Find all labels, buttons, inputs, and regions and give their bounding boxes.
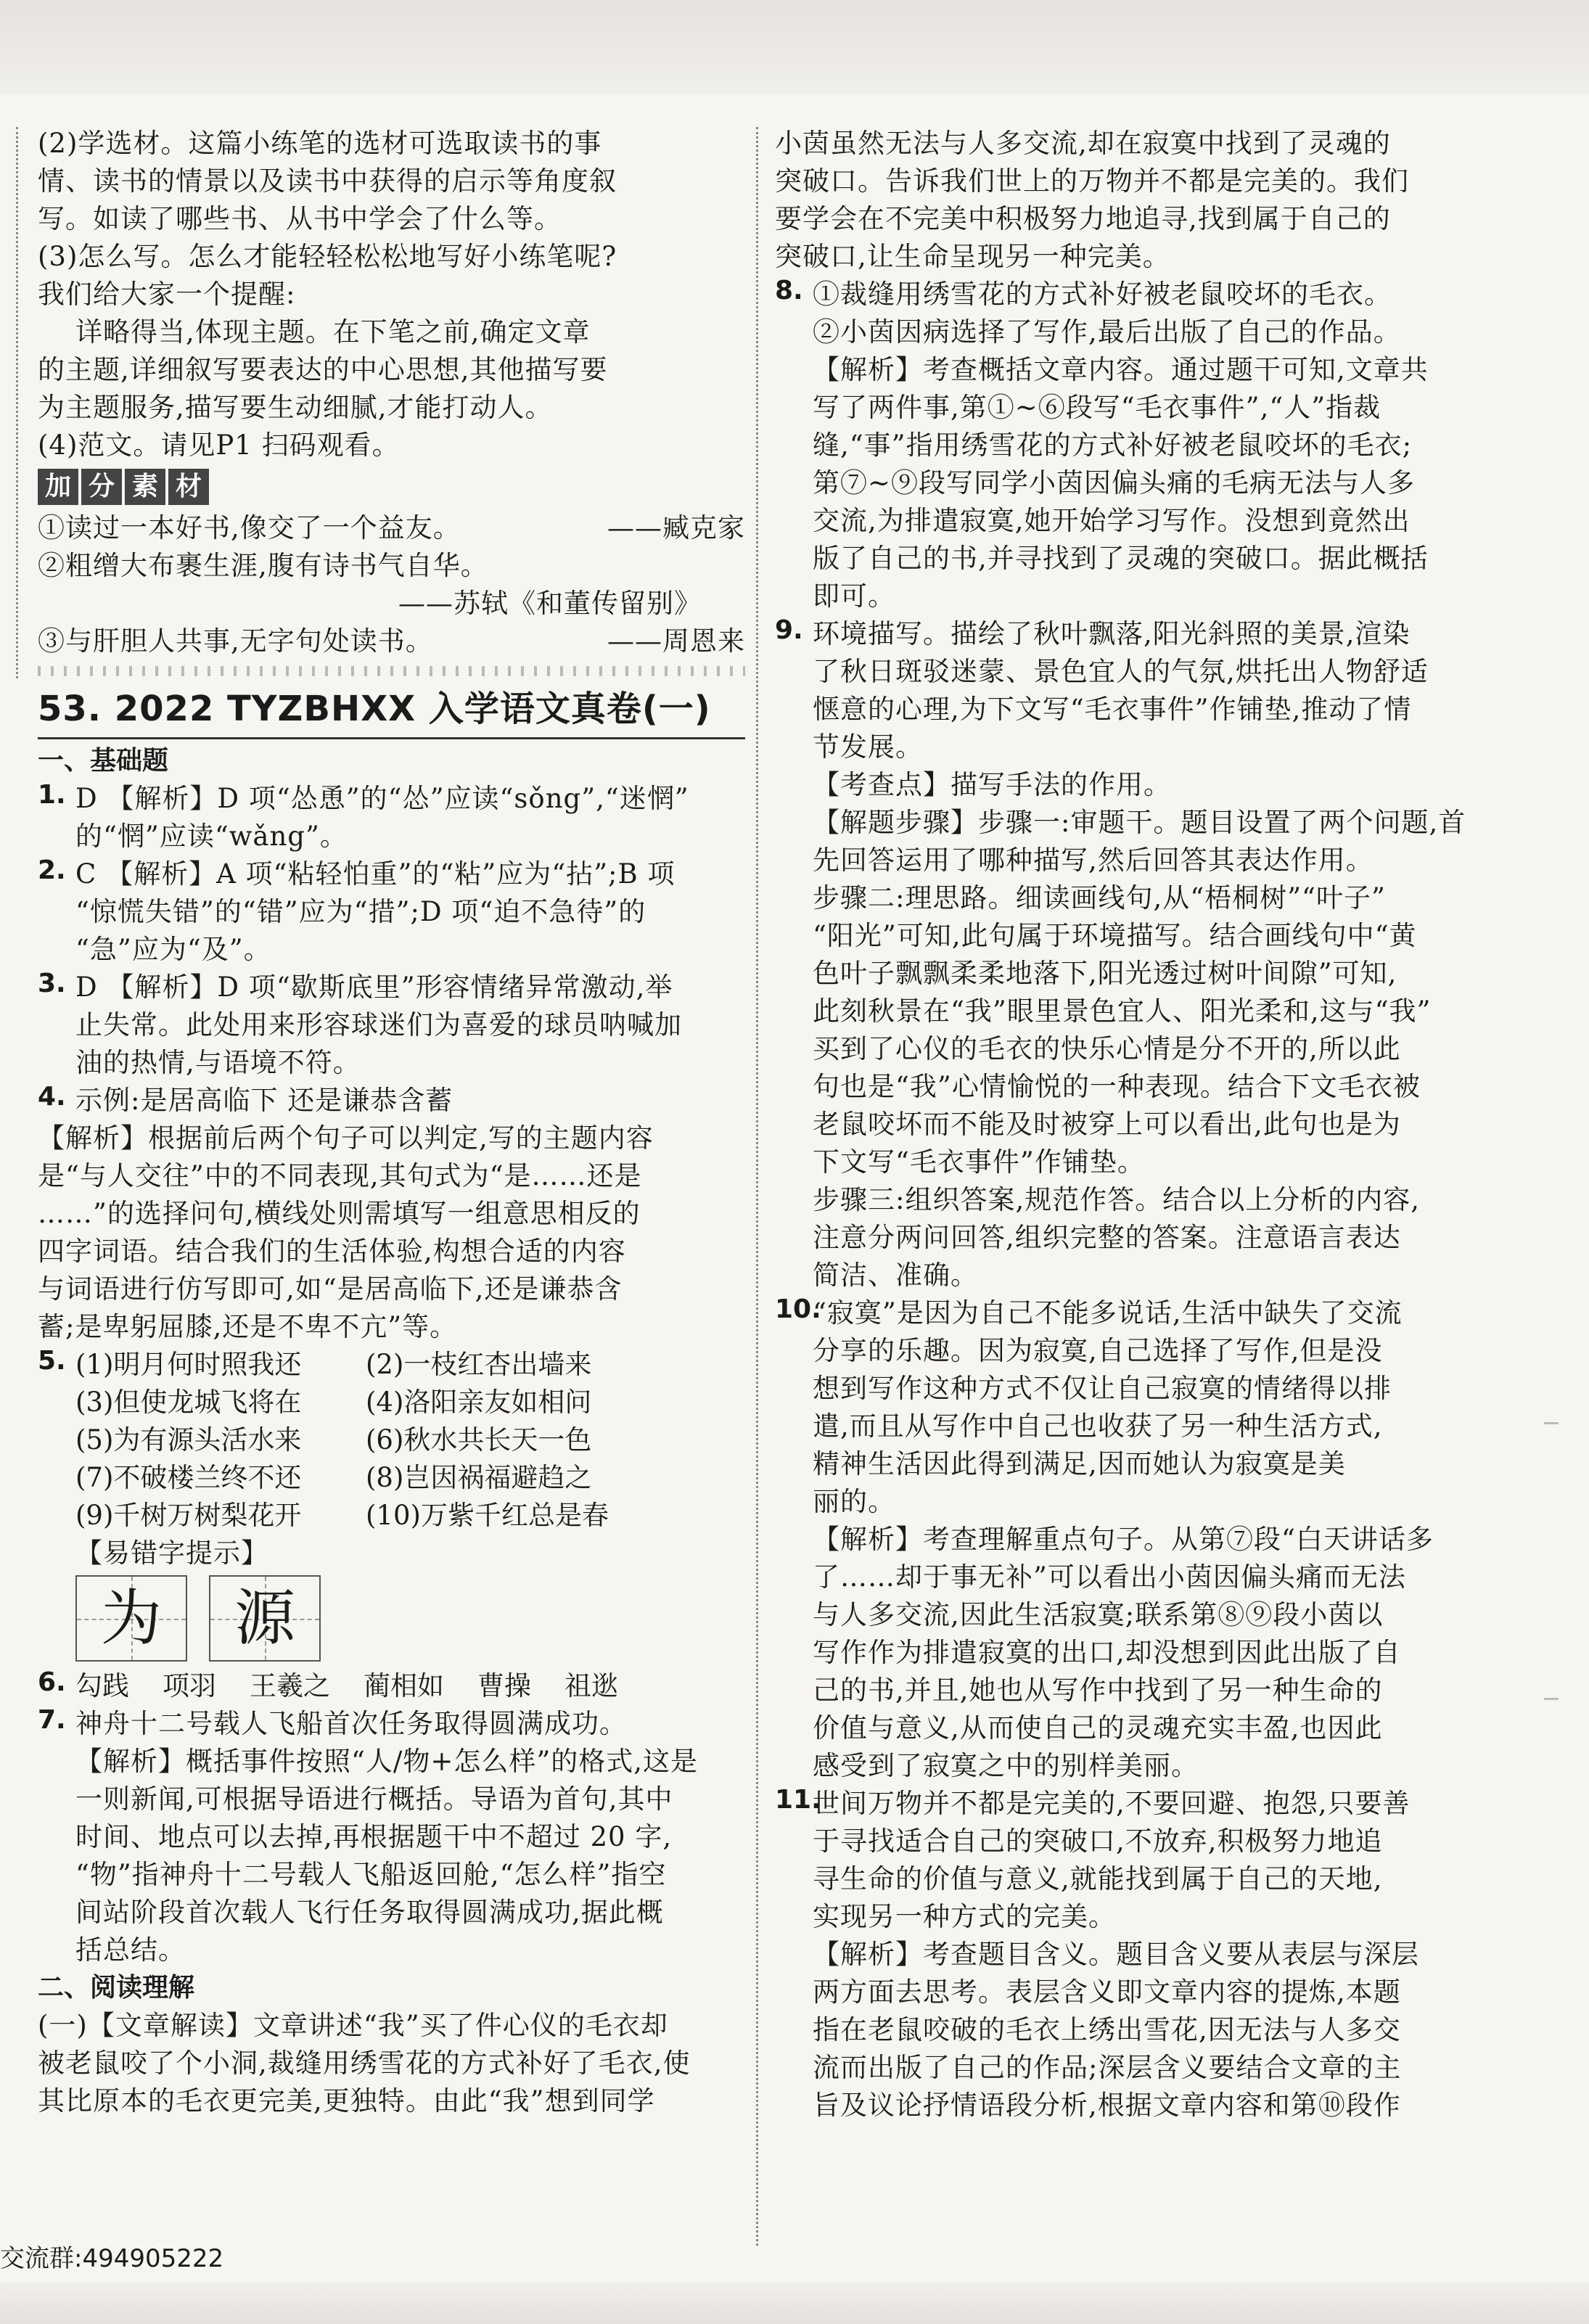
column-divider [756,127,758,2246]
question-1: 1. D 【解析】D 项“怂恿”的“怂”应读“sǒng”,“迷惘” 的“惘”应读“wǎng”。 [38,780,689,852]
reading-summary: (一)【文章解读】文章讲述“我”买了件心仪的毛衣却 被老鼠咬了个小洞,裁缝用绣雪花的方式补好了毛衣,使 其比原本的毛衣更完美,更独特。由此“我”想到同学 [38,2010,691,2116]
paragraph-model-essay: (4)范文。请见P1 扫码观看。 [38,430,400,461]
quote-item: ③与肝胆人共事,无字句处读书。 ——周恩来 [38,625,745,657]
paragraph-how-to-write: (3)怎么写。怎么才能轻轻松松地写好小练笔呢? 我们给大家一个提醒: [38,241,617,310]
exam-title: 53. 2022 TYZBHXX 入学语文真卷(一) [38,689,711,729]
question-2: 2. C 【解析】A 项“粘轻怕重”的“粘”应为“拈”;B 项 “惊慌失错”的“错”应为“措”;D 项“迫不急待”的 “急”应为“及”。 [38,855,676,965]
typo-tip-label: 【易错字提示】 [75,1537,268,1569]
quote-item: ②粗缯大布裹生涯,腹有诗书气自华。 [38,550,488,581]
margin-tick [1544,1422,1559,1432]
page-top-edge [0,0,1589,94]
quote-author: ——苏轼《和董传留别》 [398,588,702,619]
quote-list [38,509,745,660]
bonus-material-label: 加 分 素 材 [38,469,745,505]
glyph-box: 源 [209,1575,321,1662]
question-5: 5. (1)明月何时照我还 (2)一枝红杏出墙来 (3)但使龙城飞将在 (4)洛阳亲友如相问 (5)为有源头活水来 (6)秋水共长天一色 (7)不破楼兰终不还 (8)岂因祸福避趋之 (9)千树万树梨花开 (10)万紫千红总是春 [38,1346,609,1531]
footer-group-id: 交流群:494905222 [0,2244,224,2273]
question-4-analysis: 【解析】根据前后两个句子可以判定,写的主题内容 是“与人交往”中的不同表现,其句式为“是……还是 ……”的选择问句,横线处则需填写一组意思相反的 四字词语。结合我们的生活体验,构想合适的内容 与词语进行仿写即可,如“是居高临下,还是谦恭含 蓄;是卑躬屈膝,还是不卑不亢”等。 [38,1122,654,1342]
question-7-analysis: 【解析】概括事件按照“人/物+怎么样”的格式,这是 一则新闻,可根据导语进行概括。导语为首句,其中 时间、地点可以去掉,再根据题干中不超过 20 字, “物”指神舟十二号载人飞船返回舱,“怎么样”指空 间站阶段首次载人飞行任务取得圆满成功,据此概 括总结。 [75,1746,699,1966]
section-reading: 二、阅读理解 [38,1973,195,2003]
reading-summary-cont: 小茵虽然无法与人多交流,却在寂寞中找到了灵魂的 突破口。告诉我们世上的万物并不都是完美的。我们 要学会在不完美中积极努力地追寻,找到属于自己的 突破口,让生命呈现另一种完美。 [775,128,1409,272]
question-4: 4. 示例:是居高临下 还是谦恭含蓄 [38,1082,453,1116]
title-rule [38,737,745,739]
margin-tick [1544,1698,1559,1707]
question-7: 7. 神舟十二号载人飞船首次任务取得圆满成功。 [38,1705,627,1739]
right-column [775,125,1500,2124]
question-8: 8. ①裁缝用绣雪花的方式补好被老鼠咬坏的毛衣。 ②小茵因病选择了写作,最后出版了自己的作品。 【解析】考查概括文章内容。通过题干可知,文章共 写了两件事,第①~⑥段写“毛衣事件”,“人”指裁 缝,“事”指用绣雪花的方式补好被老鼠咬坏的毛衣; 第⑦~⑨段写同学小茵因偏头痛的毛病无法与人多 交流,为排遣寂寞,她开始学习写作。没想到竟然出 版了自己的书,并寻找到了灵魂的突破口。据此概括 即可。 [775,276,1429,612]
question-3: 3. D 【解析】D 项“歇斯底里”形容情绪异常激动,举 止失常。此处用来形容球迷们为喜爱的球员呐喊加 油的热情,与语境不符。 [38,969,682,1078]
wavy-divider [38,666,745,676]
question-10: 10. “寂寞”是因为自己不能多说话,生活中缺失了交流 分享的乐趣。因为寂寞,自己选择了写作,但是没 想到写作这种方式不仅让自己寂寞的情绪得以排 遣,而且从写作中自己也收获了另一种生活方式, 精神生活因此得到满足,因而她认为寂寞是美 丽的。 【解析】考查理解重点句子。从第⑦段“白天讲话多 了……却于事无补”可以看出小茵因偏头痛而无法 与人多交流,因此生活寂寞;联系第⑧⑨段小茵以 写作作为排遣寂寞的出口,却没想到因此出版了自 己的书,并且,她也从写作中找到了另一种生命的 价值与意义,从而使自己的灵魂充实丰盈,也因此 感受到了寂寞之中的别样美丽。 [775,1294,1434,1781]
paragraph-tip: 详略得当,体现主题。在下笔之前,确定文章 的主题,详细叙写要表达的中心思想,其他描写要 为主题服务,描写要生动细腻,才能打动人。 [38,316,608,423]
left-margin-rule [16,127,18,678]
glyph-box: 为 [75,1575,187,1662]
quote-item: ①读过一本好书,像交了一个益友。 ——臧克家 [38,512,745,543]
typo-glyphs [38,1575,745,1662]
page-bottom-edge [0,2282,1589,2324]
question-6: 6. 勾践 项羽 王羲之 蔺相如 曹操 祖逖 [38,1667,618,1701]
paragraph-select-material: (2)学选材。这篇小练笔的选材可选取读书的事 情、读书的情景以及读书中获得的启示等角度叙 写。如读了哪些书、从书中学会了什么等。 [38,128,617,234]
question-9: 9. 环境描写。描绘了秋叶飘落,阳光斜照的美景,渲染 了秋日斑驳迷蒙、景色宜人的气氛,烘托出人物舒适 惬意的心理,为下文写“毛衣事件”作铺垫,推动了情 节发展。 【考查点】描写手法的作用。 【解题步骤】步骤一:审题干。题目设置了两个问题,首 先回答运用了哪种描写,然后回答其表达作用。 步骤二:理思路。细读画线句,从“梧桐树”“叶子” “阳光”可知,此句属于环境描写。结合画线句中“黄 色叶子飘飘柔柔地落下,阳光透过树叶间隙”可知, 此刻秋景在“我”眼里景色宜人、阳光柔和,这与“我” 买到了心仪的毛衣的快乐心情是分不开的,所以此 句也是“我”心情愉悦的一种表现。结合下文毛衣被 老鼠咬坏而不能及时被穿上可以看出,此句也是为 下文写“毛衣事件”作铺垫。 步骤三:组织答案,规范作答。结合以上分析的内容, 注意分两问回答,组织完整的答案。注意语言表达 简洁、准确。 [775,615,1466,1291]
section-basic: 一、基础题 [38,746,169,776]
question-11: 11. 世间万物并不都是完美的,不要回避、抱怨,只要善 于寻找适合自己的突破口,不放弃,积极努力地追 寻生命的价值与意义,就能找到属于自己的天地, 实现另一种方式的完美。 【解析】考查题目含义。题目含义要从表层与深层 两方面去思考。表层含义即文章内容的提炼,本题 指在老鼠咬破的毛衣上绣出雪花,因无法与人多交 流而出版了自己的作品;深层含义要结合文章的主 旨及议论抒情语段分析,根据文章内容和第⑩段作 [775,1785,1419,2121]
left-column [38,125,745,2120]
